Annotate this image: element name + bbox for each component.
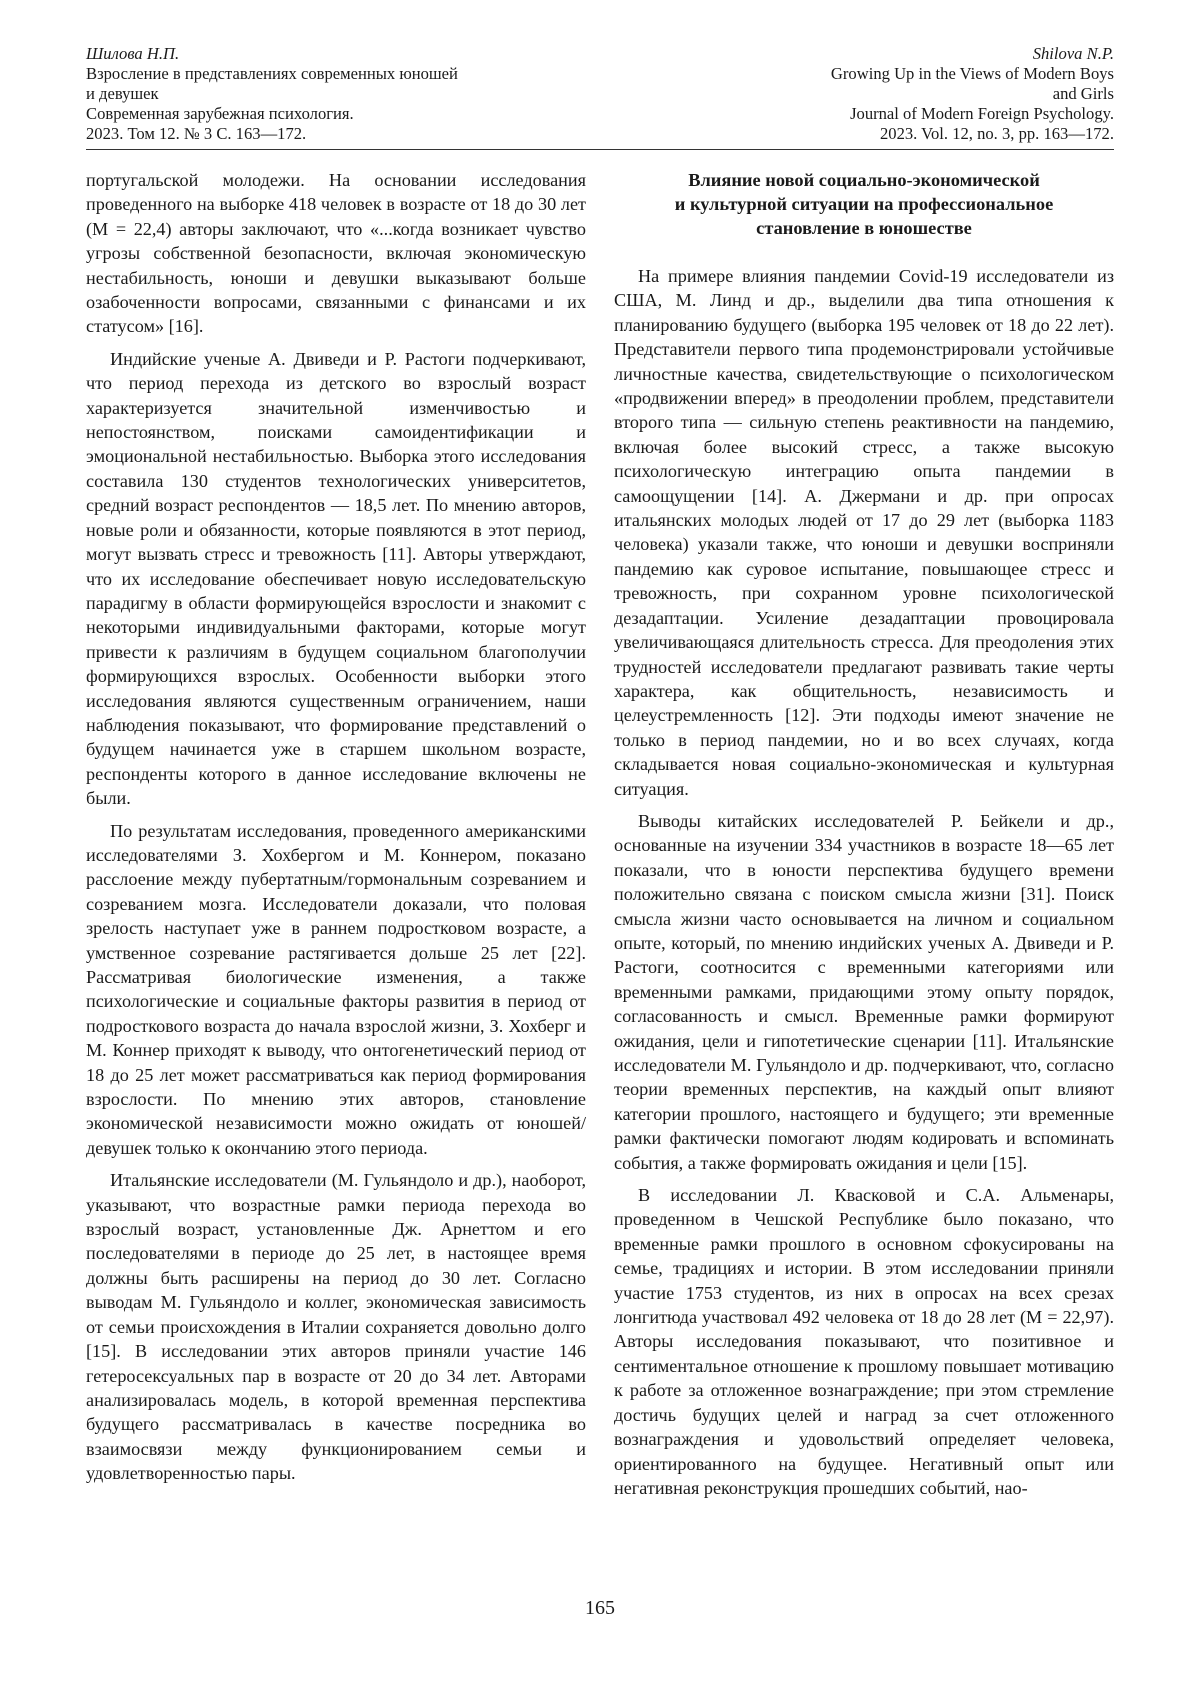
header-article-title-line2: и девушек [86,84,159,103]
header-journal-en: Journal of Modern Foreign Psychology. [850,104,1114,123]
paragraph: На примере влияния пандемии Covid-19 исследователи из США, М. Линд и др., выделили два типа отношения к планированию будущего (выборка 195 человек от 18 до 22 лет). Представители первого типа продемонстрировали устойчивые личностные качества, свидетельствующие о психологическом «продвижении вперед» в преодолении проблем, представители второго типа — сильную степень реактивности на пандемию, включая более высокий стресс, а также высокую психологическую интеграцию опыта пандемии в самоощущении [14]. А. Джермани и др. при опросах итальянских молодых людей от 17 до 29 лет (выборка 1183 человека) указали также, что юноши и девушки восприняли пандемию как суровое испытание, повышающее стресс и тревожность, при сохранном уровне психологической дезадаптации. Усиление дезадаптации провоцировала увеличивающаяся длительность стресса. Для преодоления этих трудностей исследователи предлагают развивать такие черты характера, как общительность, независимость и целеустремленность [12]. Эти подходы имеют значение не только в период пандемии, но и во всех случаях, когда складывается новая социально-экономическая и культурная ситуация. [614,266,1114,799]
header-article-title-en-line2: and Girls [1052,84,1114,103]
section-heading-line: Влияние новой социально-экономической [688,170,1040,190]
right-column [614,168,1114,1508]
page-number: 165 [585,1597,615,1619]
paragraph: В исследовании Л. Квасковой и С.А. Альменары, проведенном в Чешской Республике было показано, что временные рамки прошлого в основном сфокусированы на семье, традициях и истории. В этом исследовании приняли участие 1753 студентов, из них в опросах на всех срезах лонгитюда участвовал 492 человека от 18 до 28 лет (M = 22,97). Авторы исследования показывают, что позитивное и сентиментальное отношение к прошлому повышает мотивацию к работе за отложенное вознаграждение; при этом стремление достичь будущих целей и наград за счет отложенного вознаграждения и удовольствий определяет человека, ориентированного на будущее. Негативный опыт или негативная реконструкция прошедших событий, нао- [614,1185,1114,1498]
header-article-title-line1: Взросление в представлениях современных юношей [86,64,458,83]
section-heading-line: и культурной ситуации на профессиональное [674,194,1054,214]
header-divider [86,149,1114,150]
header-issue: 2023. Том 12. № 3 С. 163—172. [86,124,307,143]
running-header-english [594,44,1114,144]
paragraph: Индийские ученые А. Двиведи и Р. Растоги подчеркивают, что период перехода из детского во взрослый возраст характеризуется значительной изменчивостью и непостоянством, поисками самоидентификации и эмоциональной нестабильностью. Выборка этого исследования составила 130 студентов технологических университетов, средний возраст респондентов — 18,5 лет. По мнению авторов, новые роли и обязанности, которые появляются в этот период, могут вызвать стресс и тревожность [11]. Авторы утверждают, что их исследование обеспечивает новую исследовательскую парадигму в области формирующейся взрослости и знакомит с некоторыми индивидуальными факторами, которые могут привести к различиям в будущем социальном благополучии формирующихся взрослых. Особенности выборки этого исследования являются существенным ограничением, наши наблюдения показывают, что формирование представлений о будущем начинается уже в старшем школьном возрасте, респонденты которого в данное исследование включены не были. [86,348,586,809]
section-heading-line: становление в юношестве [756,218,972,238]
paragraph: По результатам исследования, проведенного американскими исследователями З. Хохбергом и М. Коннером, показано расслоение между пубертатным/гормональным созреванием и созреванием мозга. Исследователи доказали, что половая зрелость наступает уже в раннем подростковом возрасте, а умственное созревание растягивается дольше 25 лет [22]. Рассматривая биологические изменения, а также психологические и социальные факторы развития в период от подросткового возраста до начала взрослой жизни, З. Хохберг и М. Коннер приходят к выводу, что онтогенетический период от 18 до 25 лет может рассматриваться как период формирования взрослости. По мнению этих авторов, становление экономической независимости можно ожидать от юношей/девушек только к окончанию этого периода. [86,820,586,1158]
header-author-en: Shilova N.P. [1032,44,1114,63]
section-heading [614,168,1114,240]
header-journal: Современная зарубежная психология. [86,104,354,123]
paragraph: португальской молодежи. На основании исследования проведенного на выборке 418 человек в возрасте от 18 до 30 лет (M = 22,4) авторы заключают, что «...когда возникает чувство угрозы собственной безопасности, включая экономическую нестабильность, юноши и девушки выказывают больше озабоченности вопросами, связанными с финансами и их статусом» [16]. [86,170,586,337]
paragraph: Итальянские исследователи (М. Гульяндоло и др.), наоборот, указывают, что возрастные рамки периода перехода во взрослый возраст, установленные Дж. Арнеттом и его последователями в периоде до 25 лет, в настоящее время должны быть расширены на период до 30 лет. Согласно выводам М. Гульяндоло и коллег, экономическая зависимость от семьи происхождения в Италии сохраняется довольно долго [15]. В исследовании этих авторов приняли участие 146 гетеросексуальных пар в возрасте от 20 до 34 лет. Авторами анализировалась модель, в которой временная перспектива будущего рассматривалась в качестве посредника во взаимосвязи между функционированием семьи и удовлетворенностью пары. [86,1170,586,1484]
header-author: Шилова Н.П. [86,44,180,63]
header-article-title-en-line1: Growing Up in the Views of Modern Boys [830,64,1114,83]
paragraph: Выводы китайских исследователей Р. Бейкели и др., основанные на изучении 334 участников в возрасте 18—65 лет показали, что в юности перспектива будущего времени положительно связана с поиском смысла жизни [31]. Поиск смысла жизни часто основывается на личном и социальном опыте, который, по мнению индийских ученых А. Двиведи и Р. Растоги, соотносится с временными категориями или временными рамками, придающими этому опыту порядок, согласованность и смысл. Временные рамки формируют ожидания, цели и гипотетические сценарии [11]. Итальянские исследователи М. Гульяндоло и др. подчеркивают, что, согласно теории временных перспектив, на каждый опыт влияют категории прошлого, настоящего и будущего; эти временные рамки фактически помогают людям кодировать и вспоминать события, а также формировать ожидания и цели [15]. [614,810,1114,1173]
left-column [86,168,586,1494]
running-header-russian [86,44,606,144]
header-issue-en: 2023. Vol. 12, no. 3, pp. 163—172. [879,124,1114,143]
